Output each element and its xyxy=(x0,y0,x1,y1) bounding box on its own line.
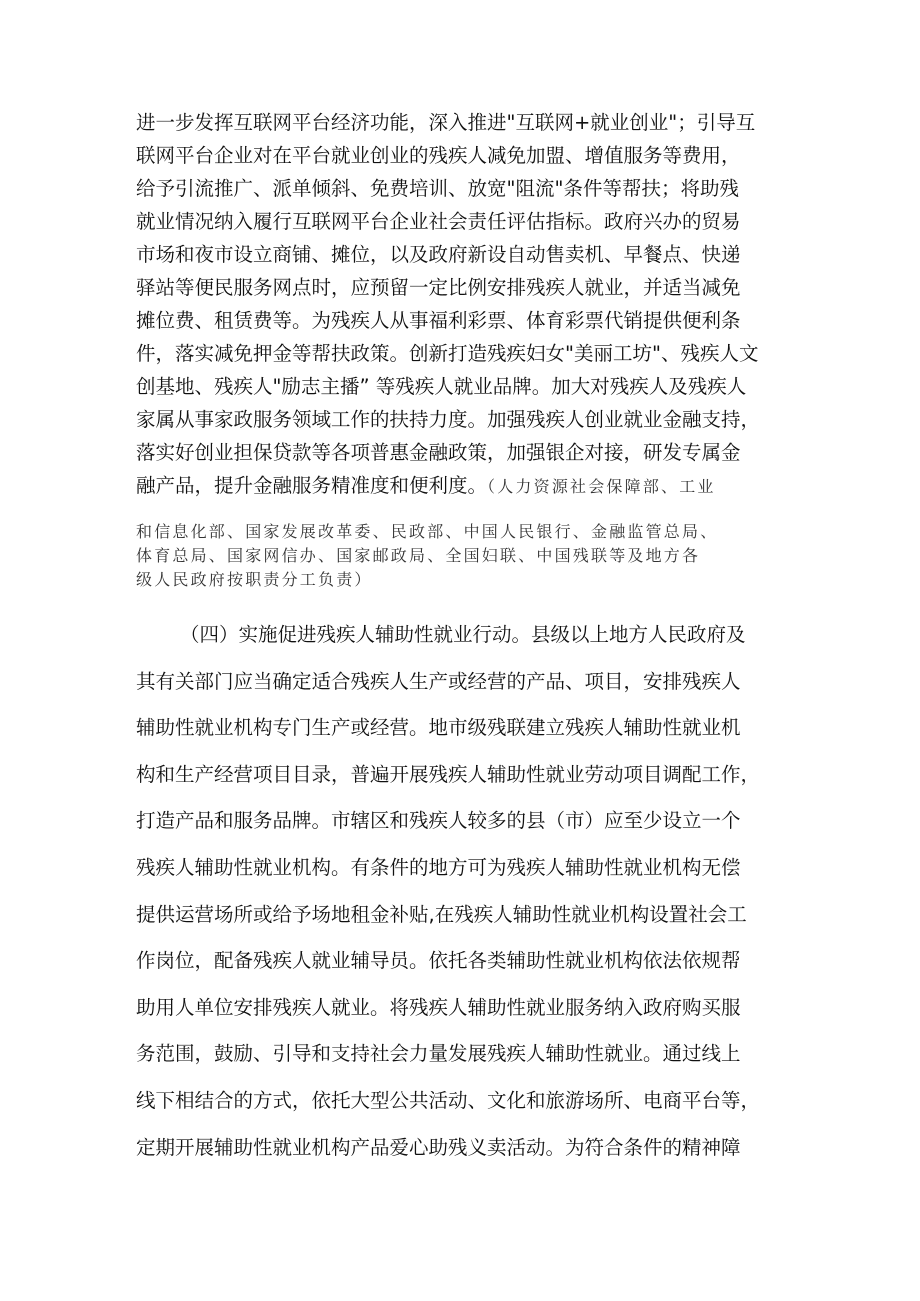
paragraph-line: 市场和夜市设立商铺、摊位，以及政府新设自动售卖机、早餐点、快递 xyxy=(136,243,741,266)
paragraph-line: 创基地、残疾人"励志主播” 等残疾人就业品牌。加大对残疾人及残疾人 xyxy=(136,375,747,398)
paragraph-line: 落实好创业担保贷款等各项普惠金融政策，加强银企对接，研发专属金 xyxy=(136,441,741,464)
paragraph-line: 摊位费、租赁费等。为残疾人从事福利彩票、体育彩票代销提供便利条 xyxy=(136,309,741,332)
section-heading-line: （四）实施促进残疾人辅助性就业行动。县级以上地方人民政府及 xyxy=(180,623,746,646)
paragraph-auxiliary-employment xyxy=(136,612,786,1171)
paragraph-line: 助用人单位安排残疾人就业。将残疾人辅助性就业服务纳入政府购买服 xyxy=(136,995,741,1019)
note-line: 级人民政府按职责分工负责） xyxy=(136,570,373,589)
responsibility-note-start: （人力资源社会保障部、工业 xyxy=(487,477,716,496)
paragraph-line: 就业情况纳入履行互联网平台企业社会责任评估指标。政府兴办的贸易 xyxy=(136,210,741,233)
paragraph-line: 作岗位，配备残疾人就业辅导员。依托各类辅助性就业机构依法依规帮 xyxy=(136,949,741,973)
responsibility-note xyxy=(136,520,786,592)
paragraph-line: 线下相结合的方式，依托大型公共活动、文化和旅游场所、电商平台等， xyxy=(136,1088,761,1112)
paragraph-last-line: 融产品，提升金融服务精准度和便利度。 xyxy=(136,474,488,497)
paragraph-line: 驿站等便民服务网点时，应预留一定比例安排残疾人就业，并适当减免 xyxy=(136,276,741,299)
paragraph-line: 定期开展辅助性就业机构产品爱心助残义卖活动。为符合条件的精神障 xyxy=(136,1135,741,1159)
paragraph-line: 联网平台企业对在平台就业创业的残疾人减免加盟、增值服务等费用， xyxy=(136,144,741,167)
note-line: 体育总局、国家网信办、国家邮政局、全国妇联、中国残联等及地方各 xyxy=(136,546,701,565)
paragraph-line: 给予引流推广、派单倾斜、免费培训、放宽"阻流"条件等帮扶；将助残 xyxy=(136,177,739,200)
paragraph-line: 件，落实减免押金等帮扶政策。创新打造残疾妇女"美丽工坊"、残疾人文 xyxy=(136,342,759,365)
paragraph-line: 辅助性就业机构专门生产或经营。地市级残联建立残疾人辅助性就业机 xyxy=(136,716,741,740)
paragraph-line: 打造产品和服务品牌。市辖区和残疾人较多的县（市）应至少设立一个 xyxy=(136,809,741,833)
paragraph-line: 家属从事家政服务领域工作的扶持力度。加强残疾人创业就业金融支持， xyxy=(136,408,761,431)
paragraph-line: 提供运营场所或给予场地租金补贴,在残疾人辅助性就业机构设置社会工 xyxy=(136,902,747,926)
note-line: 和信息化部、国家发展改革委、民政部、中国人民银行、金融监管总局、 xyxy=(136,522,719,541)
paragraph-line: 进一步发挥互联网平台经济功能，深入推进"互联网+就业创业"；引导互 xyxy=(136,111,756,134)
paragraph-line: 务范围，鼓励、引导和支持社会力量发展残疾人辅助性就业。通过线上 xyxy=(136,1042,741,1066)
paragraph-line: 构和生产经营项目目录，普遍开展残疾人辅助性就业劳动项目调配工作， xyxy=(136,762,761,786)
paragraph-line: 其有关部门应当确定适合残疾人生产或经营的产品、项目，安排残疾人 xyxy=(136,669,741,693)
paragraph-line: 残疾人辅助性就业机构。有条件的地方可为残疾人辅助性就业机构无偿 xyxy=(136,855,741,879)
paragraph-online-platform-employment xyxy=(136,106,786,502)
paragraph-line xyxy=(136,469,786,502)
